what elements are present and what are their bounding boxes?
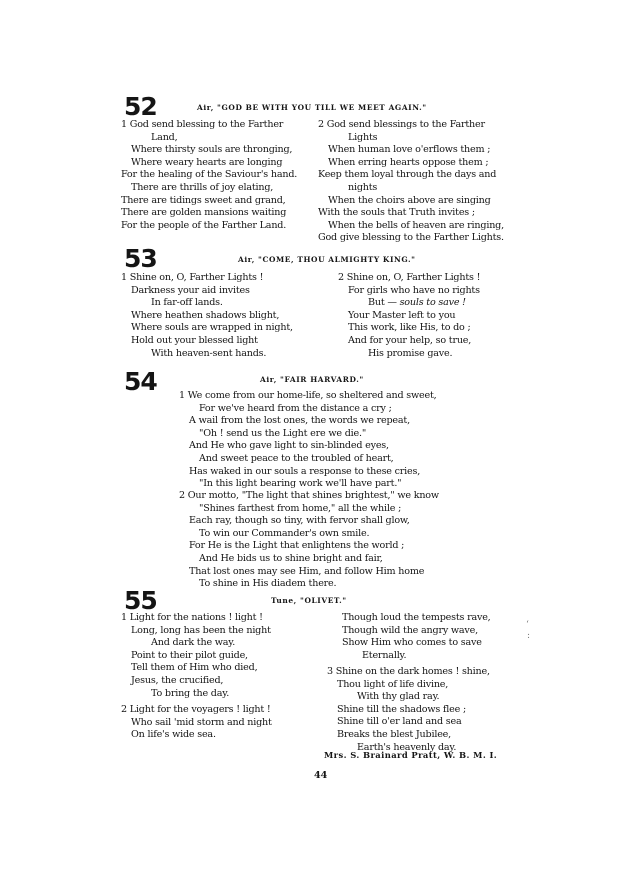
verse-line: 2 God send blessings to the Farther — [318, 119, 485, 130]
verse-line: "Shines farthest from home," all the while ; — [199, 502, 402, 514]
verse-line: Where weary hearts are longing — [131, 156, 283, 168]
verse-line: Point to their pilot guide, — [131, 649, 248, 661]
verse-line: Long, long has been the night — [131, 624, 271, 636]
air-title: Air, "GOD BE WITH YOU TILL WE MEET AGAIN." — [197, 103, 427, 112]
hymn-number: 54 — [124, 367, 157, 396]
verse-line: nights — [348, 181, 378, 193]
verse-line: Lights — [348, 131, 378, 143]
verse-line: For the people of the Farther Land. — [121, 219, 287, 231]
verse-line: In far-off lands. — [151, 297, 223, 309]
stanza — [318, 119, 528, 245]
verse-line: Tell them of Him who died, — [131, 662, 258, 674]
verse-line: 2 Light for the voyagers ! light ! — [121, 704, 271, 715]
verse-line: Who sail 'mid storm and night — [131, 716, 272, 728]
verse-line: To bring the day. — [151, 687, 230, 699]
verse-line: Where souls are wrapped in night, — [131, 322, 293, 334]
hymn-number: 52 — [124, 92, 157, 121]
verse-line: When the choirs above are singing — [328, 194, 491, 206]
stanza — [121, 704, 321, 742]
verse-line: And dark the way. — [151, 637, 236, 649]
verse-line: That lost ones may see Him, and follow Him home — [189, 565, 425, 577]
verse-line-text: But — — [368, 297, 400, 309]
verse-line: Though loud the tempests rave, — [342, 612, 491, 623]
verse-line: Hold out your blessed light — [131, 334, 258, 346]
verse-line: Earth's heavenly day. — [357, 741, 457, 753]
verse-line: This work, like His, to do ; — [348, 322, 471, 334]
verse-line: Land, — [151, 131, 178, 143]
verse-line: To win our Commander's own smile. — [199, 527, 370, 539]
stanza — [121, 612, 321, 700]
verse-line: There are golden mansions waiting — [121, 207, 287, 219]
hymn-number: 53 — [124, 244, 157, 273]
verse-line: When the bells of heaven are ringing, — [328, 219, 504, 231]
verse-line: With the souls that Truth invites ; — [318, 207, 475, 219]
verse-line: 1 God send blessing to the Farther — [121, 119, 284, 130]
verse-line: For He is the Light that enlightens the world ; — [189, 540, 405, 552]
verse-line: When human love o'erflows them ; — [328, 144, 491, 156]
verse-line: 1 Light for the nations ! light ! — [121, 612, 263, 623]
air-title: Air, "COME, THOU ALMIGHTY KING." — [238, 255, 416, 264]
verse-line: And He who gave light to sin-blinded eyes, — [189, 440, 389, 452]
verse-line: For girls who have no rights — [348, 284, 480, 296]
verse-line: With heaven-sent hands. — [151, 347, 267, 359]
verse-line: For we've heard from the distance a cry ; — [199, 402, 392, 414]
stanza — [327, 666, 532, 754]
verse-line: 2 Shine on, O, Farther Lights ! — [338, 272, 481, 283]
verse-line: Jesus, the crucified, — [131, 674, 224, 686]
verse-line: Eternally. — [362, 649, 407, 661]
verse-line: 3 Shine on the dark homes ! shine, — [327, 666, 490, 677]
verse-line: "Oh ! send us the Light ere we die." — [199, 427, 367, 439]
author-credit: Mrs. S. Brainard Pratt, W. B. M. I. — [324, 750, 498, 760]
verse-line — [338, 297, 538, 310]
verse-line: And He bids us to shine bright and fair, — [199, 552, 383, 564]
verse-line: "In this light bearing work we'll have part." — [199, 478, 402, 490]
verse-line: Though wild the angry wave, — [342, 624, 478, 636]
verse-line: Keep them loyal through the days and — [318, 169, 497, 181]
page-number: 44 — [314, 770, 328, 781]
stanza — [179, 390, 499, 491]
hymn-number: 55 — [124, 586, 157, 615]
margin-mark: ‘ — [526, 620, 529, 630]
verse-line: Breaks the blest Jubilee, — [337, 728, 452, 740]
stanza — [332, 612, 532, 662]
verse-line: His promise gave. — [368, 347, 453, 359]
verse-line: There are thrills of joy elating, — [131, 181, 274, 193]
verse-line: To shine in His diadem there. — [199, 578, 337, 590]
verse-line: And sweet peace to the troubled of heart, — [199, 452, 394, 464]
air-title: Tune, "OLIVET." — [271, 596, 347, 605]
air-title: Air, "FAIR HARVARD." — [260, 375, 364, 384]
verse-line: Show Him who comes to save — [342, 637, 482, 649]
stanza — [338, 272, 538, 360]
verse-line: Darkness your aid invites — [131, 284, 250, 296]
verse-line: Your Master left to you — [348, 309, 456, 321]
verse-line: Where heathen shadows blight, — [131, 309, 280, 321]
verse-line: With thy glad ray. — [357, 691, 440, 703]
verse-line: A wail from the lost ones, the words we repeat, — [189, 415, 410, 427]
margin-mark: : — [527, 631, 531, 641]
verse-line: 1 We come from our home-life, so sheltered and sweet, — [179, 390, 437, 401]
verse-line: Thou light of life divine, — [337, 678, 449, 690]
verse-line: For the healing of the Saviour's hand. — [121, 169, 298, 181]
verse-line: On life's wide sea. — [131, 729, 216, 741]
verse-line: Where thirsty souls are thronging, — [131, 144, 293, 156]
stanza — [121, 119, 325, 232]
verse-line: And for your help, so true, — [348, 334, 472, 346]
hymnal-page — [10, 8, 630, 875]
verse-line: Each ray, though so tiny, with fervor shall glow, — [189, 515, 410, 527]
verse-emphasis: souls to save ! — [399, 297, 466, 309]
verse-line: Shine till o'er land and sea — [337, 716, 462, 728]
verse-line: God give blessing to the Farther Lights. — [318, 232, 504, 244]
verse-line: When erring hearts oppose them ; — [328, 156, 489, 168]
verse-line: Shine till the shadows flee ; — [337, 703, 466, 715]
verse-line: There are tidings sweet and grand, — [121, 194, 286, 206]
stanza — [179, 490, 499, 591]
verse-line: Has waked in our souls a response to these cries, — [189, 465, 421, 477]
verse-line: 2 Our motto, "The light that shines brightest," we know — [179, 490, 439, 501]
stanza — [121, 272, 325, 360]
verse-line: 1 Shine on, O, Farther Lights ! — [121, 272, 264, 283]
